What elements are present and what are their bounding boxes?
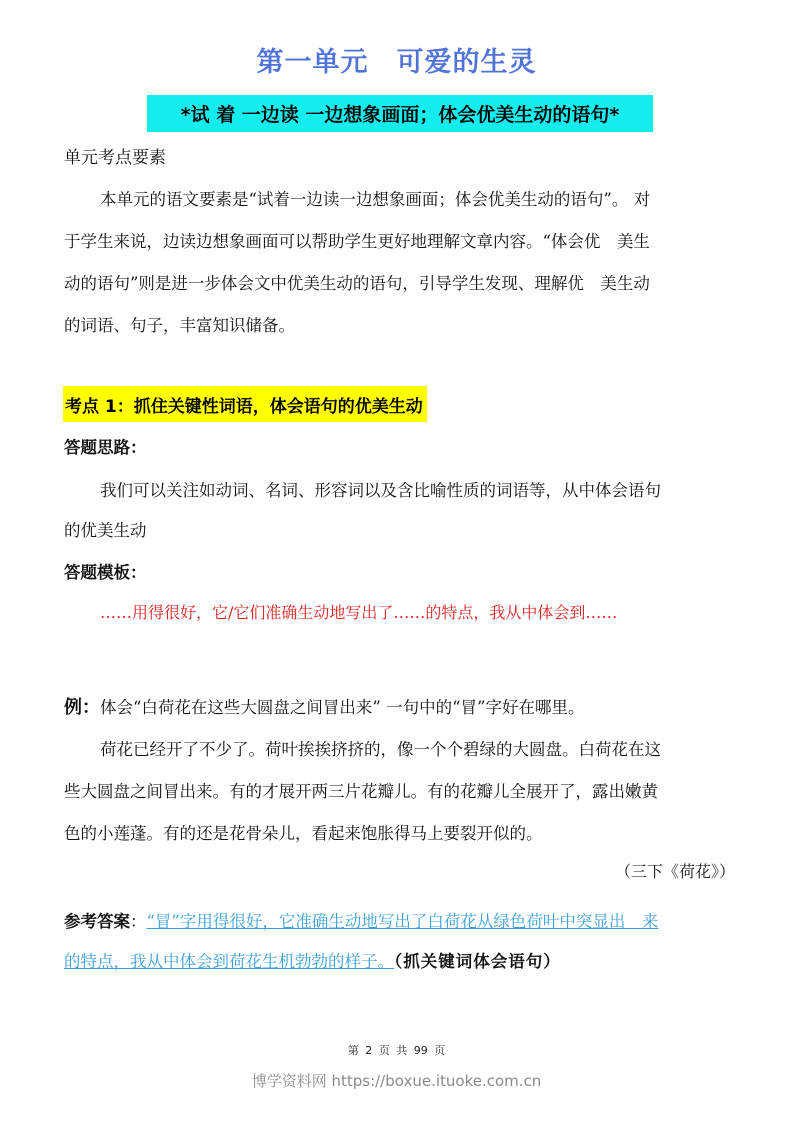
passage-source: （三下《荷花》）: [614, 862, 735, 881]
answer-text-part2: 的特点，我从中体会到荷花生机勃勃的样子。: [64, 952, 394, 971]
paragraph-line: 于学生来说，边读边想象画面可以帮助学生更好地理解文章内容。“体会优 美生: [64, 232, 650, 251]
paragraph-line: 本单元的语文要素是“试着一边读一边想象画面；体会优美生动的语句”。 对: [100, 190, 651, 209]
example-question: 体会“白荷花在这些大圆盘之间冒出来” 一句中的“冒”字好在哪里。: [100, 698, 585, 717]
page-title: [0, 40, 793, 79]
unit-elements-heading: 单元考点要素: [64, 148, 166, 168]
page-number: 第 2 页 共 99 页: [347, 1044, 446, 1057]
passage-line: 色的小莲蓬。有的还是花骨朵儿，看起来饱胀得马上要裂开似的。: [64, 824, 543, 843]
passage-line: 荷花已经开了不少了。荷叶挨挨挤挤的，像一个个碧绿的大圆盘。白荷花在这: [100, 740, 661, 759]
unit-subtitle: *试 着 一边读 一边想象画面；体会优美生动的语句*: [180, 104, 620, 126]
unit-subtitle-banner: [147, 95, 653, 132]
title-theme: 可爱的生灵: [396, 47, 537, 78]
approach-label: 答题思路：: [64, 438, 147, 457]
kaodian-1-title: 考点 1：抓住关键性词语，体会语句的优美生动: [65, 396, 423, 417]
answer-label: 参考答案: [64, 912, 130, 931]
passage-line: 些大圆盘之间冒出来。有的才展开两三片花瓣儿。有的花瓣儿全展开了，露出嫩黄: [64, 782, 658, 801]
kaodian-1-heading: [63, 386, 427, 422]
answer-template: ……用得很好，它/它们准确生动地写出了……的特点，我从中体会到……: [100, 603, 618, 622]
template-label: 答题模板：: [64, 563, 147, 582]
site-watermark: 博学资料网 https://boxue.ituoke.com.cn: [251, 1072, 542, 1090]
title-unit: 第一单元: [256, 47, 369, 78]
paragraph-line: 的词语、句子，丰富知识储备。: [64, 316, 295, 335]
example-question-line: [64, 696, 734, 720]
answer-line-2: [64, 950, 734, 974]
paragraph-line: 动的语句”则是进一步体会文中优美生动的语句，引导学生发现、理解优 美生动: [64, 274, 650, 293]
answer-text-part1: “冒”字用得很好，它准确生动地写出了白荷花从绿色荷叶中突显出 来: [146, 912, 659, 931]
approach-line: 我们可以关注如动词、名词、形容词以及含比喻性质的词语等，从中体会语句: [100, 481, 661, 500]
approach-line: 的优美生动: [64, 521, 147, 540]
example-label: 例：: [64, 697, 100, 718]
answer-note: （抓关键词体会语句）: [394, 952, 561, 971]
answer-colon: ：: [130, 912, 147, 931]
answer-line-1: [64, 910, 734, 934]
